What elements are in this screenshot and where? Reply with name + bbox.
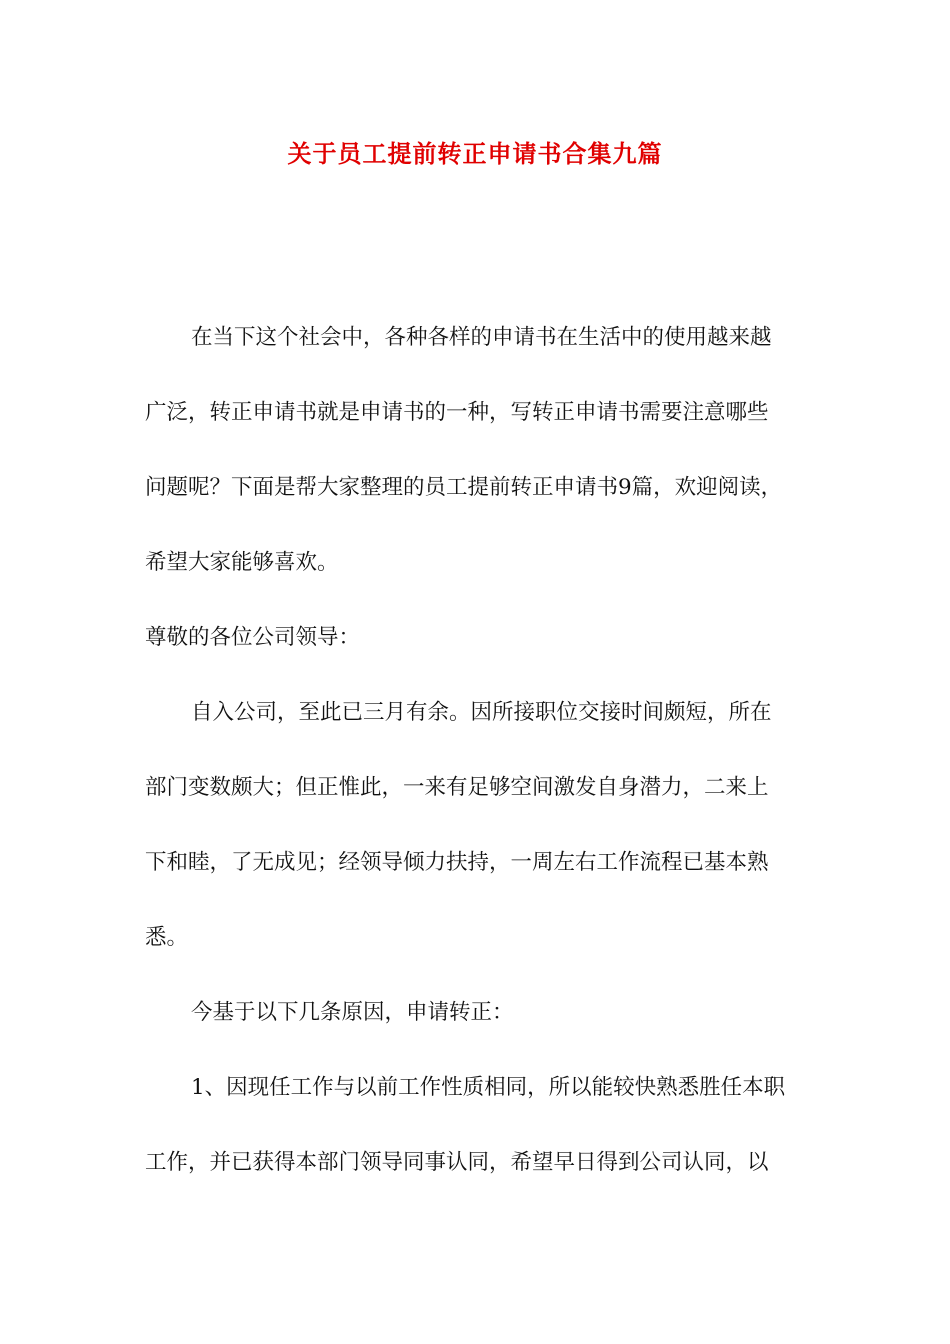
paragraph-line: 工作，并已获得本部门领导同事认同，希望早日得到公司认同，以 <box>145 1150 769 1175</box>
paragraph-line: 自入公司，至此已三月有余。因所接职位交接时间颇短，所在 <box>191 700 772 725</box>
paragraph-line: 希望大家能够喜欢。 <box>145 550 339 575</box>
document-title: 关于员工提前转正申请书合集九篇 <box>287 139 663 168</box>
paragraph-line: 在当下这个社会中，各种各样的申请书在生活中的使用越来越 <box>191 325 772 350</box>
paragraph-line: 问题呢？下面是帮大家整理的员工提前转正申请书9篇，欢迎阅读， <box>145 475 783 500</box>
paragraph-line: 广泛，转正申请书就是申请书的一种，写转正申请书需要注意哪些 <box>145 400 769 425</box>
paragraph-line: 1、因现任工作与以前工作性质相同，所以能较快熟悉胜任本职 <box>191 1075 786 1100</box>
salutation-line: 尊敬的各位公司领导： <box>145 625 361 650</box>
paragraph-line: 悉。 <box>145 925 189 950</box>
paragraph-line: 今基于以下几条原因，申请转正： <box>191 1000 514 1025</box>
paragraph-line: 下和睦，了无成见；经领导倾力扶持，一周左右工作流程已基本熟 <box>145 850 769 875</box>
paragraph-line: 部门变数颇大；但正惟此，一来有足够空间激发自身潜力，二来上 <box>145 775 769 800</box>
